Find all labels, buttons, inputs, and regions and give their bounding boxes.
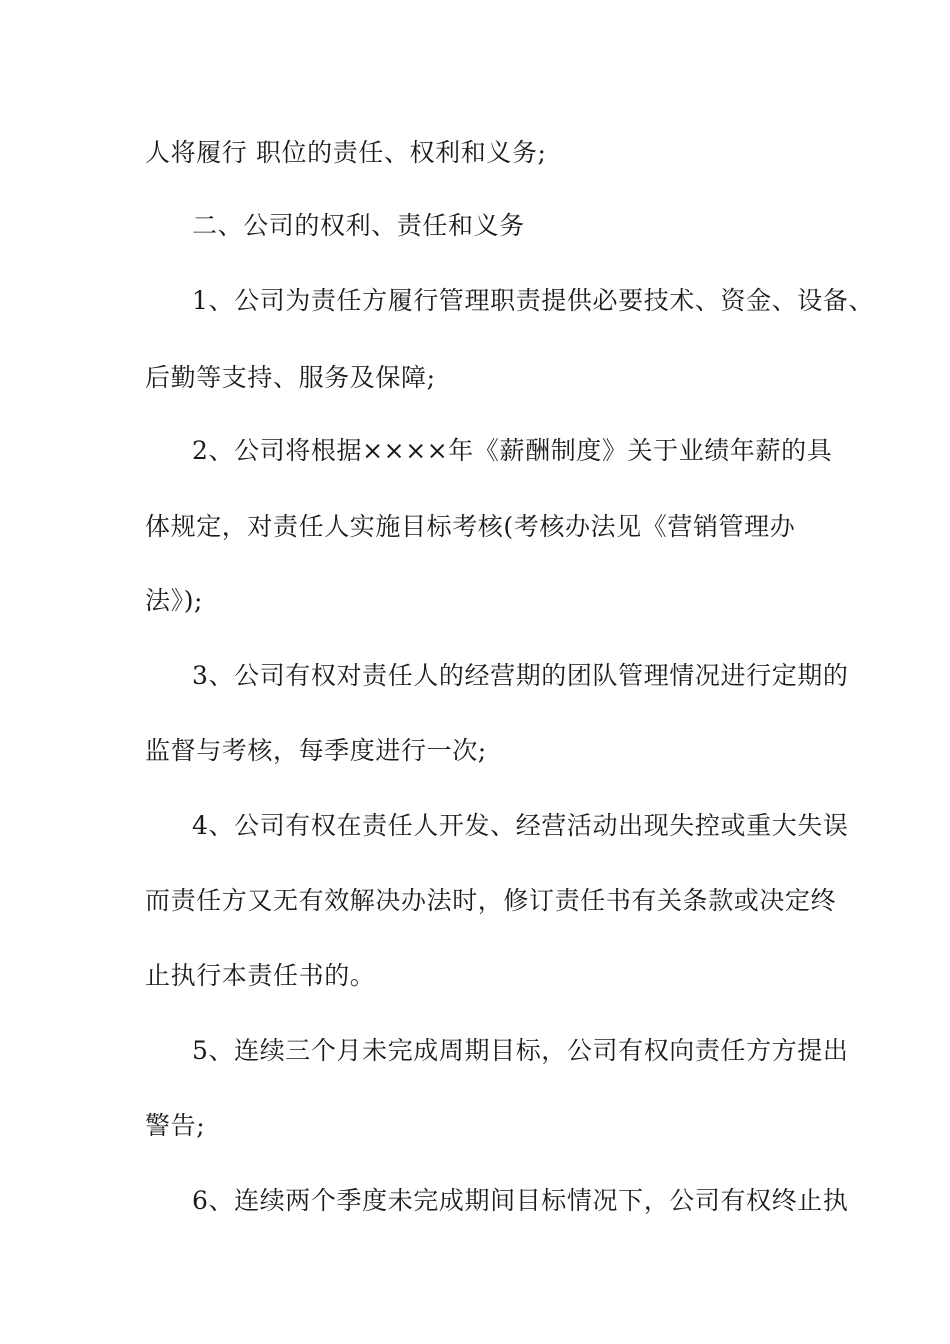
- text-line-14: 警告;: [145, 1111, 206, 1140]
- text-line-8: 3、公司有权对责任人的经营期的团队管理情况进行定期的: [192, 661, 849, 690]
- text-line-4: 后勤等支持、服务及保障;: [145, 363, 436, 392]
- text-line-6: 体规定，对责任人实施目标考核(考核办法见《营销管理办: [145, 512, 796, 541]
- text-line-5: 2、公司将根据××××年《薪酬制度》关于业绩年薪的具: [192, 436, 833, 465]
- text-line-9: 监督与考核，每季度进行一次;: [145, 736, 487, 765]
- text-line-11: 而责任方又无有效解决办法时，修订责任书有关条款或决定终: [145, 886, 837, 915]
- text-line-13: 5、连续三个月未完成周期目标，公司有权向责任方方提出: [192, 1036, 849, 1065]
- section-heading: 二、公司的权利、责任和义务: [192, 211, 525, 240]
- text-line-3: 1、公司为责任方履行管理职责提供必要技术、资金、设备、: [192, 286, 875, 315]
- text-line-15: 6、连续两个季度未完成期间目标情况下，公司有权终止执: [192, 1186, 849, 1215]
- text-line-1: 人将履行 职位的责任、权利和义务;: [145, 138, 547, 167]
- text-line-10: 4、公司有权在责任人开发、经营活动出现失控或重大失误: [192, 811, 849, 840]
- text-line-7: 法》);: [145, 586, 204, 615]
- text-line-12: 止执行本责任书的。: [145, 961, 376, 990]
